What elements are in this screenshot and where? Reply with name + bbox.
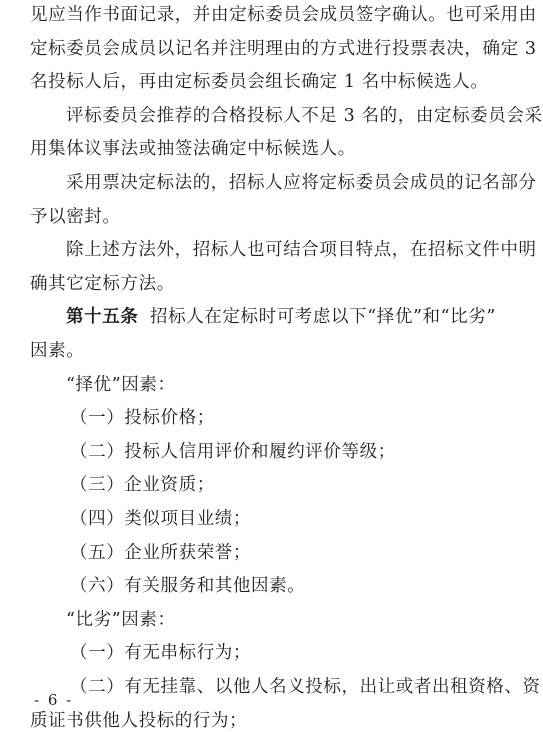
list-item: （三）企业资质；	[70, 475, 215, 496]
paragraph-line: 用集体议事法或抽签法确定中标候选人。	[30, 139, 356, 160]
paragraph-line: 因素。	[30, 341, 85, 361]
list-item: （六）有关服务和其他因素。	[70, 576, 306, 597]
list-item: （五）企业所获荣誉；	[70, 542, 251, 563]
paragraph-line: 见应当作书面记录，并由定标委员会成员签字确认。也可采用由	[30, 5, 537, 25]
paragraph-line: 予以密封。	[30, 206, 121, 227]
paragraph-line: 采用票决定标法的，招标人应将定标委员会成员的记名部分	[66, 173, 537, 193]
paragraph-line: 定标委员会成员以记名并注明理由的方式进行投票表决，确定 3	[30, 38, 537, 59]
list-item: （一）有无串标行为；	[70, 643, 251, 664]
paragraph-line: 确其它定标方法。	[30, 273, 175, 294]
article-heading: 第十五条	[66, 307, 139, 328]
paragraph-line: 名投标人后，再由定标委员会组长确定 1 名中标候选人。	[30, 72, 489, 93]
section-title: “比劣”因素：	[66, 609, 176, 630]
list-item: （一）投标价格；	[70, 408, 215, 429]
list-item: （二）投标人信用评价和履约评价等级；	[70, 441, 396, 462]
paragraph-line: 评标委员会推荐的合格投标人不足 3 名的，由定标委员会采	[66, 105, 543, 126]
section-title: “择优”因素：	[66, 374, 176, 395]
paragraph-line: 除上述方法外，招标人也可结合项目特点，在招标文件中明	[66, 240, 537, 261]
list-item: （四）类似项目业绩；	[70, 509, 251, 529]
page-number: - 6 -	[34, 691, 74, 709]
list-item: （二）有无挂靠、以他人名义投标，出让或者出租资格、资	[70, 677, 541, 697]
paragraph-line: 质证书供他人投标的行为；	[30, 710, 248, 731]
paragraph-line: 招标人在定标时可考虑以下“择优”和“比劣”	[150, 307, 496, 328]
